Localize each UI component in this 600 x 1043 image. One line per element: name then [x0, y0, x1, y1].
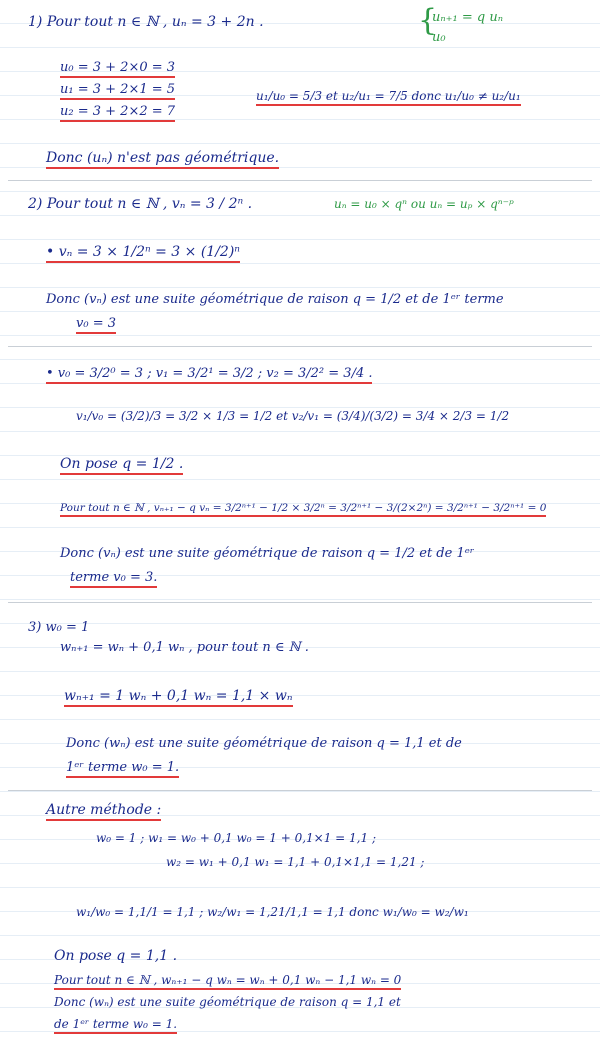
p3-deduction: Donc (wₙ) est une suite géométrique de raison q = 1,1 et de	[66, 736, 462, 751]
p1-u0: u₀ = 3 + 2×0 = 3	[60, 60, 175, 76]
p4-title: Autre méthode :	[46, 802, 161, 818]
p3-system-line1: 3) w₀ = 1	[28, 620, 90, 635]
p2-deduction1-term: v₀ = 3	[76, 316, 116, 332]
p1-u1: u₁ = 3 + 2×1 = 5	[60, 82, 175, 98]
separator-3	[8, 602, 592, 603]
p1-system-line2: u₀	[432, 30, 446, 45]
separator-2	[8, 346, 592, 347]
p4-line1: w₀ = 1 ; w₁ = w₀ + 0,1 w₀ = 1 + 0,1×1 = 1,1 ;	[96, 831, 376, 845]
p1-conclusion: Donc (uₙ) n'est pas géométrique.	[46, 150, 279, 166]
p4-deduction: Donc (wₙ) est une suite géométrique de raison q = 1,1 et	[54, 995, 401, 1009]
p4-ratios: w₁/w₀ = 1,1/1 = 1,1 ; w₂/w₁ = 1,21/1,1 = 1,1 donc w₁/w₀ = w₂/w₁	[76, 905, 469, 919]
p1-u2: u₂ = 3 + 2×2 = 7	[60, 104, 175, 120]
p4-calculation: Pour tout n ∈ ℕ , wₙ₊₁ − q wₙ = wₙ + 0,1 wₙ − 1,1 wₙ = 0	[54, 972, 401, 988]
separator-4	[8, 790, 592, 791]
p2-bullet1: • vₙ = 3 × 1/2ⁿ = 3 × (1/2)ⁿ	[46, 244, 240, 260]
p2-pose: On pose q = 1/2 .	[60, 456, 183, 472]
p2-deduction2-term: terme v₀ = 3.	[70, 570, 157, 586]
p3-deduction-term: 1ᵉʳ terme w₀ = 1.	[66, 760, 179, 776]
p2-bullet2: • v₀ = 3/2⁰ = 3 ; v₁ = 3/2¹ = 3/2 ; v₂ = 3/2² = 3/4 .	[46, 366, 372, 382]
p2-formula: uₙ = u₀ × qⁿ ou uₙ = uₚ × qⁿ⁻ᵖ	[334, 197, 514, 211]
p2-deduction2: Donc (vₙ) est une suite géométrique de raison q = 1/2 et de 1ᵉʳ	[60, 546, 475, 561]
p1-statement: 1) Pour tout n ∈ ℕ , uₙ = 3 + 2n .	[28, 14, 264, 30]
p4-deduction-term: de 1ᵉʳ terme w₀ = 1.	[54, 1016, 177, 1032]
p1-system-line1: uₙ₊₁ = q uₙ	[432, 10, 503, 25]
p2-statement: 2) Pour tout n ∈ ℕ , vₙ = 3 / 2ⁿ .	[28, 196, 253, 212]
p1-ratios: u₁/u₀ = 5/3 et u₂/u₁ = 7/5 donc u₁/u₀ ≠ u₂/u₁	[256, 88, 521, 104]
p4-pose: On pose q = 1,1 .	[54, 948, 178, 964]
p3-calculation: wₙ₊₁ = 1 wₙ + 0,1 wₙ = 1,1 × wₙ	[64, 688, 293, 704]
separator-1	[8, 180, 592, 181]
p4-line2: w₂ = w₁ + 0,1 w₁ = 1,1 + 0,1×1,1 = 1,21 ;	[166, 855, 425, 869]
p2-calculation: Pour tout n ∈ ℕ , vₙ₊₁ − q vₙ = 3/2ⁿ⁺¹ − 1/2 × 3/2ⁿ = 3/2ⁿ⁺¹ − 3/(2×2ⁿ) = 3/2ⁿ⁺¹ − 3/2ⁿ⁺¹ = 0	[60, 500, 546, 516]
p2-deduction1: Donc (vₙ) est une suite géométrique de raison q = 1/2 et de 1ᵉʳ terme	[46, 292, 504, 307]
p3-system-line2: wₙ₊₁ = wₙ + 0,1 wₙ , pour tout n ∈ ℕ .	[60, 640, 309, 655]
p2-ratios: v₁/v₀ = (3/2)/3 = 3/2 × 1/3 = 1/2 et v₂/v₁ = (3/4)/(3/2) = 3/4 × 2/3 = 1/2	[76, 409, 510, 423]
p1-system-brace: {	[418, 3, 438, 38]
